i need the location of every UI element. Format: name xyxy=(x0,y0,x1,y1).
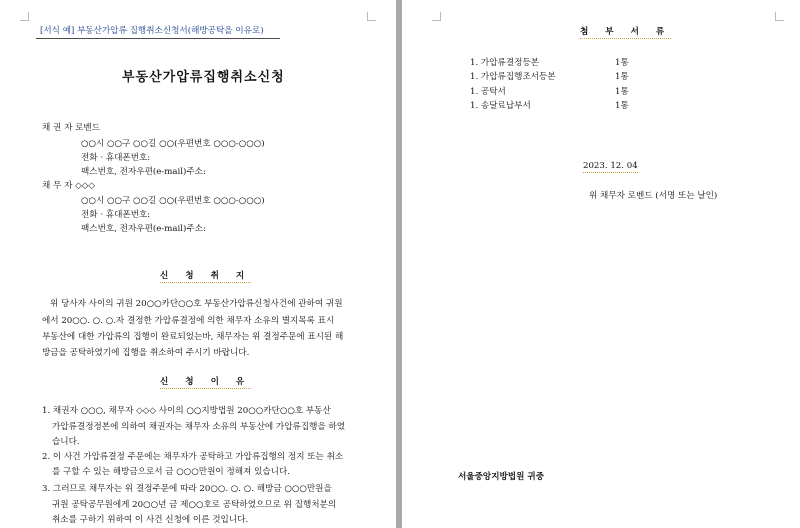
corner-mark xyxy=(367,12,376,21)
reason-line: 를 구할 수 있는 해방금으로서 금 ○○○만원이 정해져 있습니다. xyxy=(52,467,291,477)
reason-line: 1. 채권자 ○○○, 채무자 ◇◇◇ 사이의 ○○지방법원 20○○카단○○호 부동산 xyxy=(42,406,331,416)
attachment-name: 1. 가압류결정등본 xyxy=(470,58,540,68)
attachment-name: 1. 송달료납부서 xyxy=(470,101,531,111)
creditor-address: ○○시 ○○구 ○○길 ○○(우편번호 ○○○-○○○) xyxy=(81,139,265,149)
reason-line: 습니다. xyxy=(52,437,80,447)
attachment-name: 1. 공탁서 xyxy=(470,87,506,97)
reason-heading: 신 청 이 유 xyxy=(160,377,252,387)
document-page-right xyxy=(402,0,800,528)
debtor-label: 채 무 자 ◇◇◇ xyxy=(42,181,95,191)
form-label: [서식 예] 부동산가압류 집행취소신청서(해방공탁을 이유로) xyxy=(40,26,264,36)
reason-line: 가압류결정정본에 의하여 채권자는 채무자 소유의 부동산에 가압류집행을 하였 xyxy=(52,422,346,432)
filing-date: 2023. 12. 04 xyxy=(583,161,638,171)
corner-mark xyxy=(775,12,784,21)
document-page-left xyxy=(0,0,396,528)
signature-line: 위 채무자 로벤드 (서명 또는 날인) xyxy=(589,191,718,201)
corner-mark xyxy=(432,12,441,21)
purpose-heading: 신 청 취 지 xyxy=(160,271,252,281)
attachment-qty: 1통 xyxy=(615,87,629,97)
form-label-underline xyxy=(36,38,280,39)
creditor-phone: 전화 · 휴대폰번호: xyxy=(81,153,151,163)
attachment-name: 1. 가압류집행조서등본 xyxy=(470,72,556,82)
purpose-line: 부동산에 대한 가압류의 집행이 완료되었는바, 채무자는 위 결정주문에 표시된 해 xyxy=(42,332,344,342)
reason-line: 3. 그러므로 채무자는 위 결정주문에 따라 20○○. ○. ○. 해방금 ○○○만원을 xyxy=(42,484,332,494)
debtor-phone: 전화 · 휴대폰번호: xyxy=(81,210,151,220)
debtor-fax: 팩스번호, 전자우편(e-mail)주소: xyxy=(81,224,206,234)
attachment-qty: 1통 xyxy=(615,58,629,68)
reason-line: 2. 이 사건 가압류결정 주문에는 채무자가 공탁하고 가압류집행의 정지 또는 취소 xyxy=(42,452,344,462)
attachment-qty: 1통 xyxy=(615,101,629,111)
reason-line: 취소를 구하기 위하여 이 사건 신청에 이른 것입니다. xyxy=(52,515,249,525)
purpose-line: 위 당사자 사이의 귀원 20○○카단○○호 부동산가압류신청사건에 관하여 귀원 xyxy=(50,299,343,309)
corner-mark xyxy=(20,12,29,21)
attachment-qty: 1통 xyxy=(615,72,629,82)
court-addressee: 서울중앙지방법원 귀중 xyxy=(458,472,545,482)
purpose-line: 에서 20○○. ○. ○.자 결정한 가압류결정에 의한 채무자 소유의 별지목록 표시 xyxy=(42,316,335,326)
debtor-address: ○○시 ○○구 ○○길 ○○(우편번호 ○○○-○○○) xyxy=(81,196,265,206)
attachments-heading: 첨 부 서 류 xyxy=(580,27,672,37)
reason-line: 귀원 공탁공무원에게 20○○년 금 제○○호로 공탁하였으므로 위 집행처분의 xyxy=(52,500,337,510)
document-title: 부동산가압류집행취소신청 xyxy=(122,70,285,85)
creditor-label: 채 권 자 로벤드 xyxy=(42,123,101,133)
purpose-line: 방금을 공탁하였기에 집행을 취소하여 주시기 바랍니다. xyxy=(42,348,250,358)
creditor-fax: 팩스번호, 전자우편(e-mail)주소: xyxy=(81,167,206,177)
